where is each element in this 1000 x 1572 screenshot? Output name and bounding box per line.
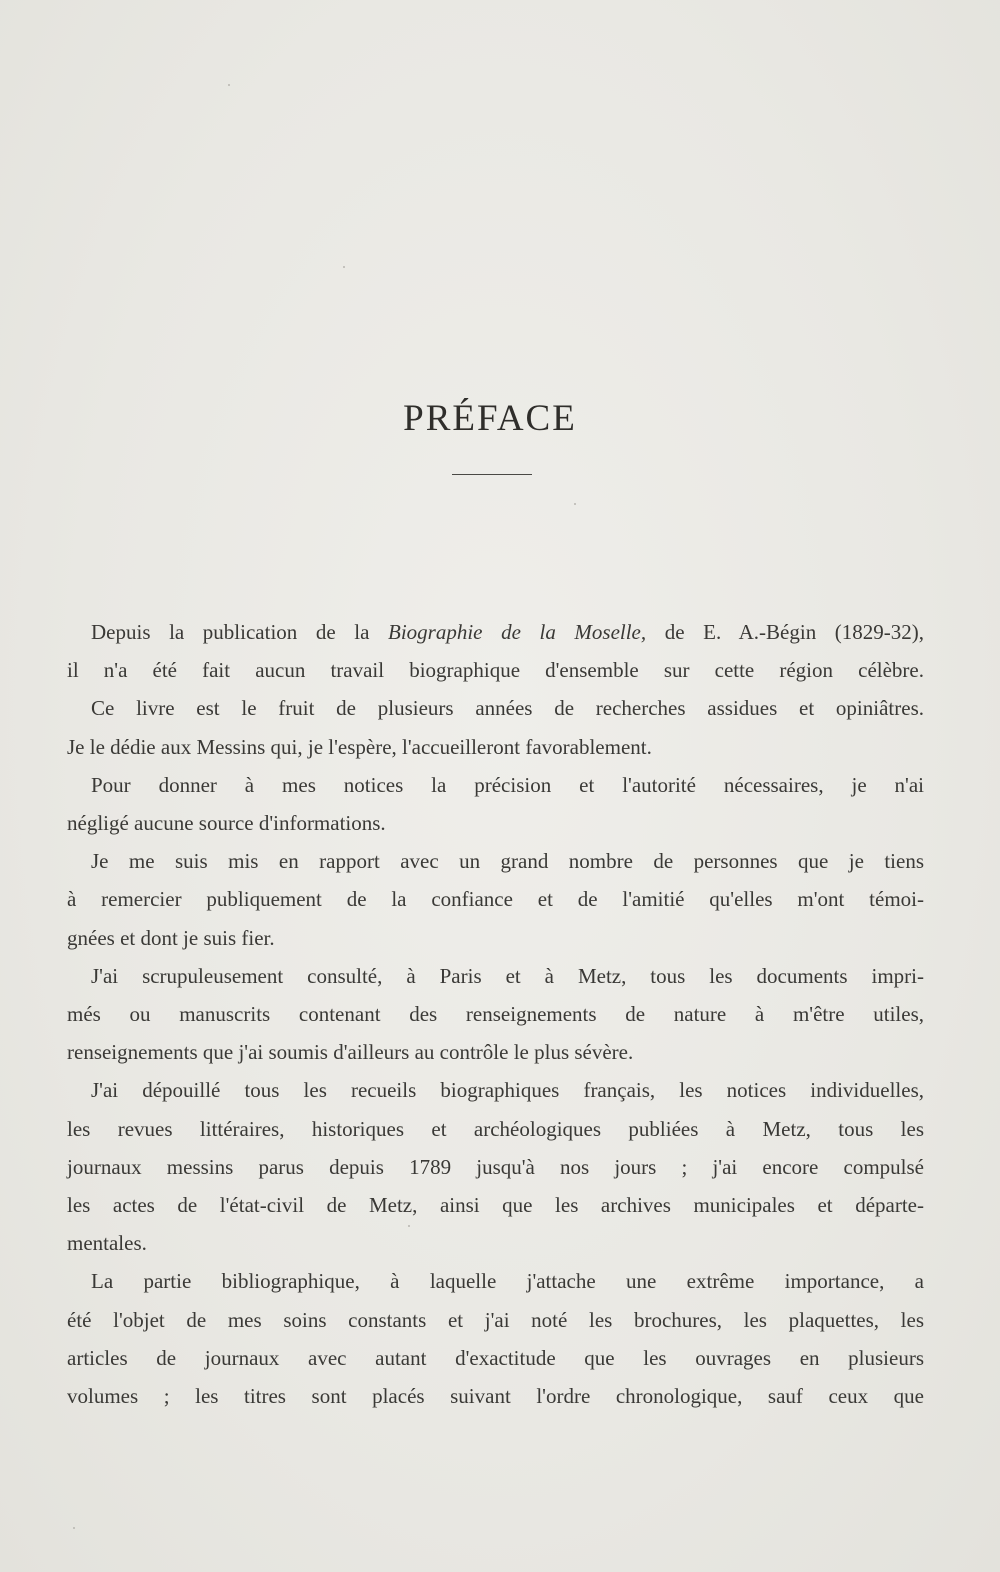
text-line: Pour donner à mes notices la précision et l'autorité nécessaires, je n'ai bbox=[91, 772, 924, 797]
paper-speck bbox=[228, 84, 230, 86]
text-line: J'ai scrupuleusement consulté, à Paris et à Metz, tous les documents impri- bbox=[91, 963, 924, 988]
text-line: Je le dédie aux Messins qui, je l'espère, l'accueilleront favorablement. bbox=[67, 734, 652, 759]
book-title: Biographie de la Moselle, bbox=[388, 620, 647, 644]
text-line: més ou manuscrits contenant des renseignements de nature à m'être utiles, bbox=[67, 1002, 924, 1027]
text-line: Ce livre est le fruit de plusieurs années de recherches assidues et opiniâtres. bbox=[91, 696, 924, 721]
text-line: volumes ; les titres sont placés suivant l'ordre chronologique, sauf ceux que bbox=[67, 1384, 924, 1409]
text-line: Depuis la publication de la Biographie de la Moselle, de E. A.-Bégin (1829-32), bbox=[91, 620, 925, 644]
page-title: PRÉFACE bbox=[403, 397, 577, 439]
text-line: il n'a été fait aucun travail biographique d'ensemble sur cette région célèbre. bbox=[67, 658, 924, 683]
paper-speck bbox=[574, 503, 576, 505]
text-line: J'ai dépouillé tous les recueils biographiques français, les notices individuelles, bbox=[91, 1078, 924, 1103]
text-line: renseignements que j'ai soumis d'ailleurs au contrôle le plus sévère. bbox=[67, 1040, 634, 1065]
text-line: à remercier publiquement de la confiance et de l'amitié qu'elles m'ont témoi- bbox=[67, 887, 924, 912]
text-line: La partie bibliographique, à laquelle j'attache une extrême importance, a bbox=[91, 1269, 924, 1294]
paper-speck bbox=[343, 266, 345, 268]
text-line: articles de journaux avec autant d'exactitude que les ouvrages en plusieurs bbox=[67, 1345, 924, 1370]
text-line: mentales. bbox=[67, 1231, 147, 1256]
text-line: les revues littéraires, historiques et archéologiques publiées à Metz, tous les bbox=[67, 1116, 924, 1141]
preface-text bbox=[67, 613, 924, 1415]
title-rule bbox=[452, 474, 532, 475]
text-line: les actes de l'état-civil de Metz, ainsi que les archives municipales et départe- bbox=[67, 1193, 924, 1218]
text-line: négligé aucune source d'informations. bbox=[67, 811, 386, 836]
text-line: Je me suis mis en rapport avec un grand nombre de personnes que je tiens bbox=[91, 849, 924, 874]
text-line: journaux messins parus depuis 1789 jusqu'à nos jours ; j'ai encore compulsé bbox=[67, 1154, 924, 1179]
text-line: gnées et dont je suis fier. bbox=[67, 925, 275, 950]
text-line: été l'objet de mes soins constants et j'ai noté les brochures, les plaquettes, les bbox=[67, 1307, 924, 1332]
paper-speck bbox=[73, 1527, 75, 1529]
